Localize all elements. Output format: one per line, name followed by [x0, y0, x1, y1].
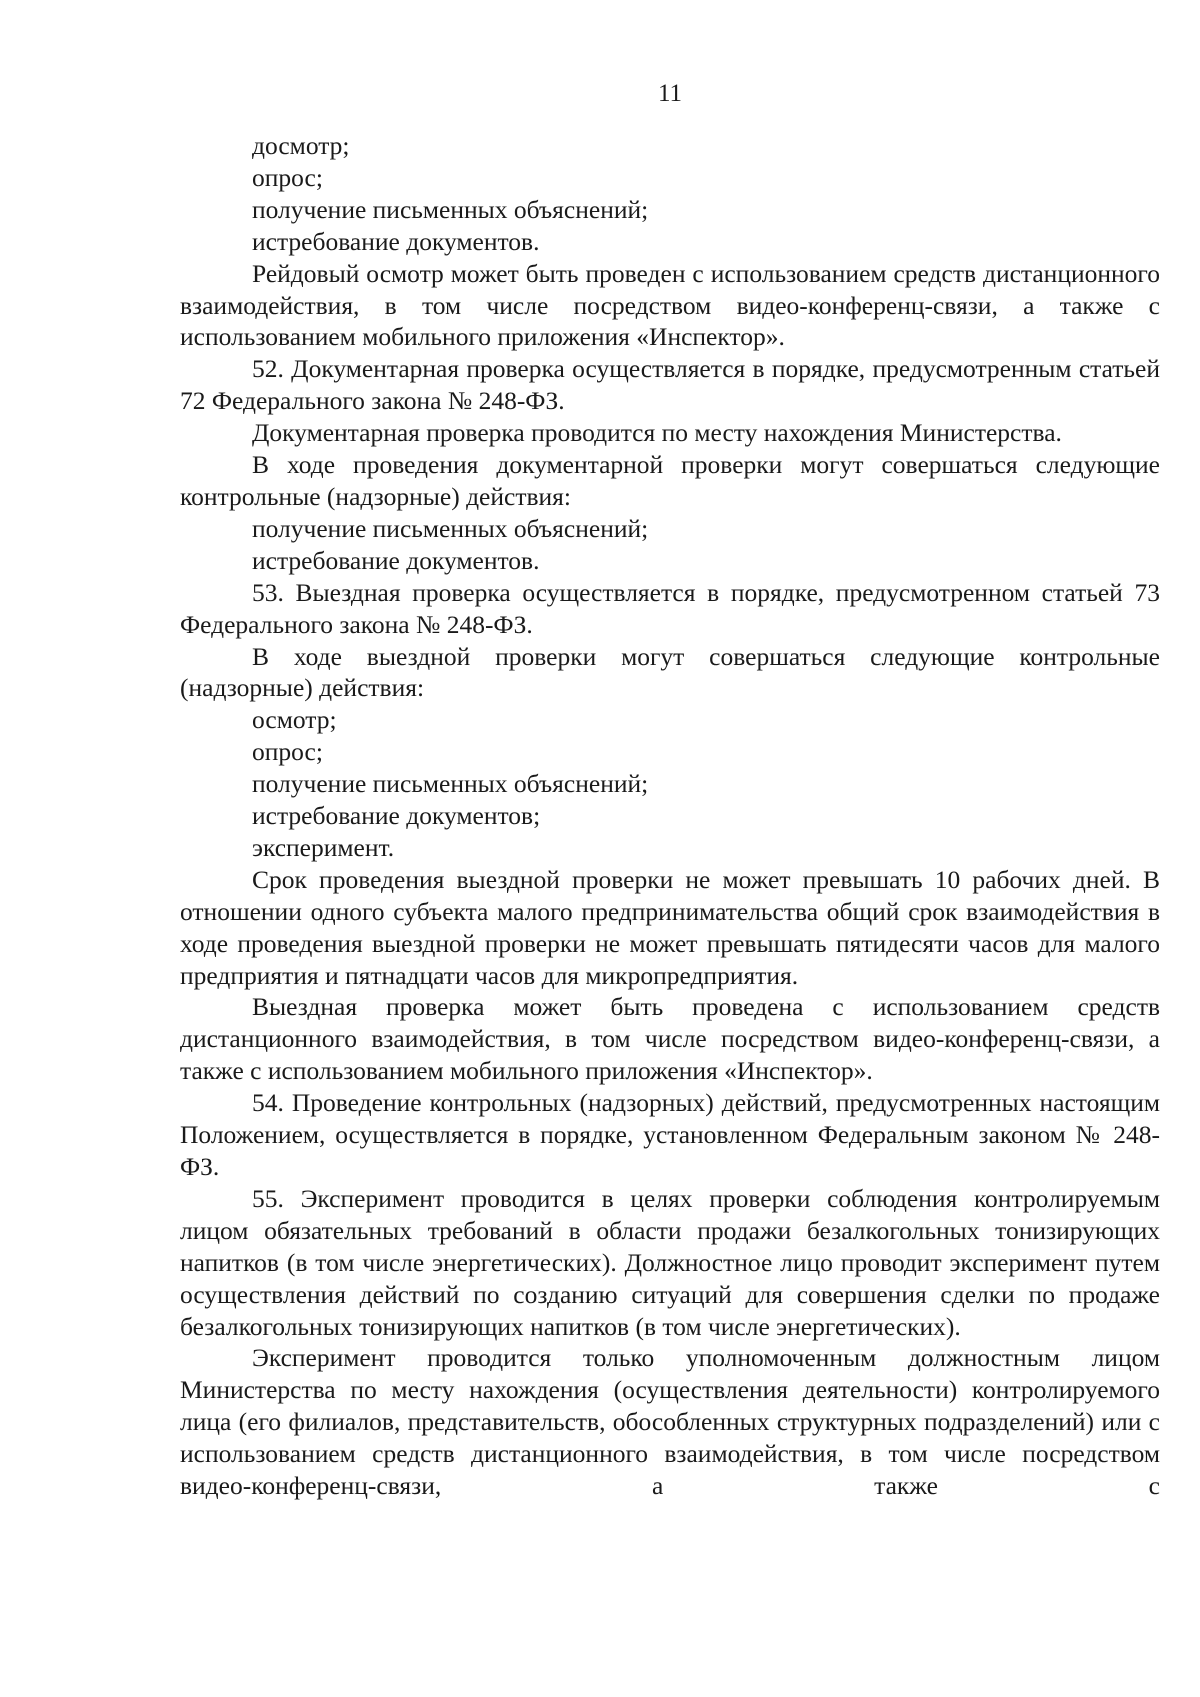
page-number: 11	[657, 80, 683, 107]
paragraph-53: 53. Выездная проверка осуществляется в порядке, предусмотренном статьей 73 Федерального закона № 248-ФЗ.	[180, 577, 1160, 639]
paragraph-onsite-remote: Выездная проверка может быть проведена с использованием средств дистанционного взаимодействия, в том числе посредством видео-конференц-связи, а также с использованием мобильного приложения «Инспектор».	[180, 992, 1160, 1086]
paragraph-onsite-actions: В ходе выездной проверки могут совершаться следующие контрольные (надзорные) действия:	[180, 641, 1160, 703]
list-item-written-explanations: получение письменных объяснений;	[252, 513, 649, 543]
list-item-experiment: эксперимент.	[252, 832, 395, 862]
list-item-examination: осмотр;	[252, 705, 337, 735]
paragraph-documentary-location: Документарная проверка проводится по месту нахождения Министерства.	[252, 418, 1062, 448]
list-item-written-explanations: получение письменных объяснений;	[252, 194, 649, 224]
list-item-document-request: истребование документов.	[252, 226, 540, 256]
paragraph-52: 52. Документарная проверка осуществляется в порядке, предусмотренным статьей 72 Федерального закона № 248-ФЗ.	[180, 354, 1160, 416]
paragraph-experiment-conduct: Эксперимент проводится только уполномоченным должностным лицом Министерства по месту нахождения (осуществления деятельности) контролируемого лица (его филиалов, представительств, обособленных структурных подразделений) или с использованием средств дистанционного взаимодействия, в том числе посредством видео-конференц-связи, а также с	[180, 1343, 1160, 1501]
paragraph-onsite-duration: Срок проведения выездной проверки не может превышать 10 рабочих дней. В отношении одного субъекта малого предпринимательства общий срок взаимодействия в ходе проведения выездной проверки не может превышать пятидесяти часов для малого предприятия и пятнадцати часов для микропредприятия.	[180, 864, 1160, 990]
document-body	[180, 130, 1160, 1502]
paragraph-55: 55. Эксперимент проводится в целях проверки соблюдения контролируемым лицом обязательных требований в области продажи безалкогольных тонизирующих напитков (в том числе энергетических). Должностное лицо проводит эксперимент путем осуществления действий по созданию ситуаций для совершения сделки по продаже безалкогольных тонизирующих напитков (в том числе энергетических).	[180, 1183, 1160, 1341]
list-item-document-request: истребование документов;	[252, 801, 541, 831]
paragraph-documentary-actions: В ходе проведения документарной проверки могут совершаться следующие контрольные (надзорные) действия:	[180, 450, 1160, 511]
paragraph-54: 54. Проведение контрольных (надзорных) действий, предусмотренных настоящим Положением, осуществляется в порядке, установленном Федеральным законом № 248-ФЗ.	[180, 1088, 1160, 1181]
list-item-inspection: досмотр;	[252, 131, 350, 160]
list-item-survey: опрос;	[252, 162, 323, 192]
list-item-survey: опрос;	[252, 737, 323, 767]
list-item-written-explanations: получение письменных объяснений;	[252, 769, 649, 799]
list-item-document-request: истребование документов.	[252, 545, 540, 575]
paragraph-raid-inspection-remote: Рейдовый осмотр может быть проведен с использованием средств дистанционного взаимодействия, в том числе посредством видео-конференц-связи, а также с использованием мобильного приложения «Инспектор».	[180, 258, 1160, 352]
